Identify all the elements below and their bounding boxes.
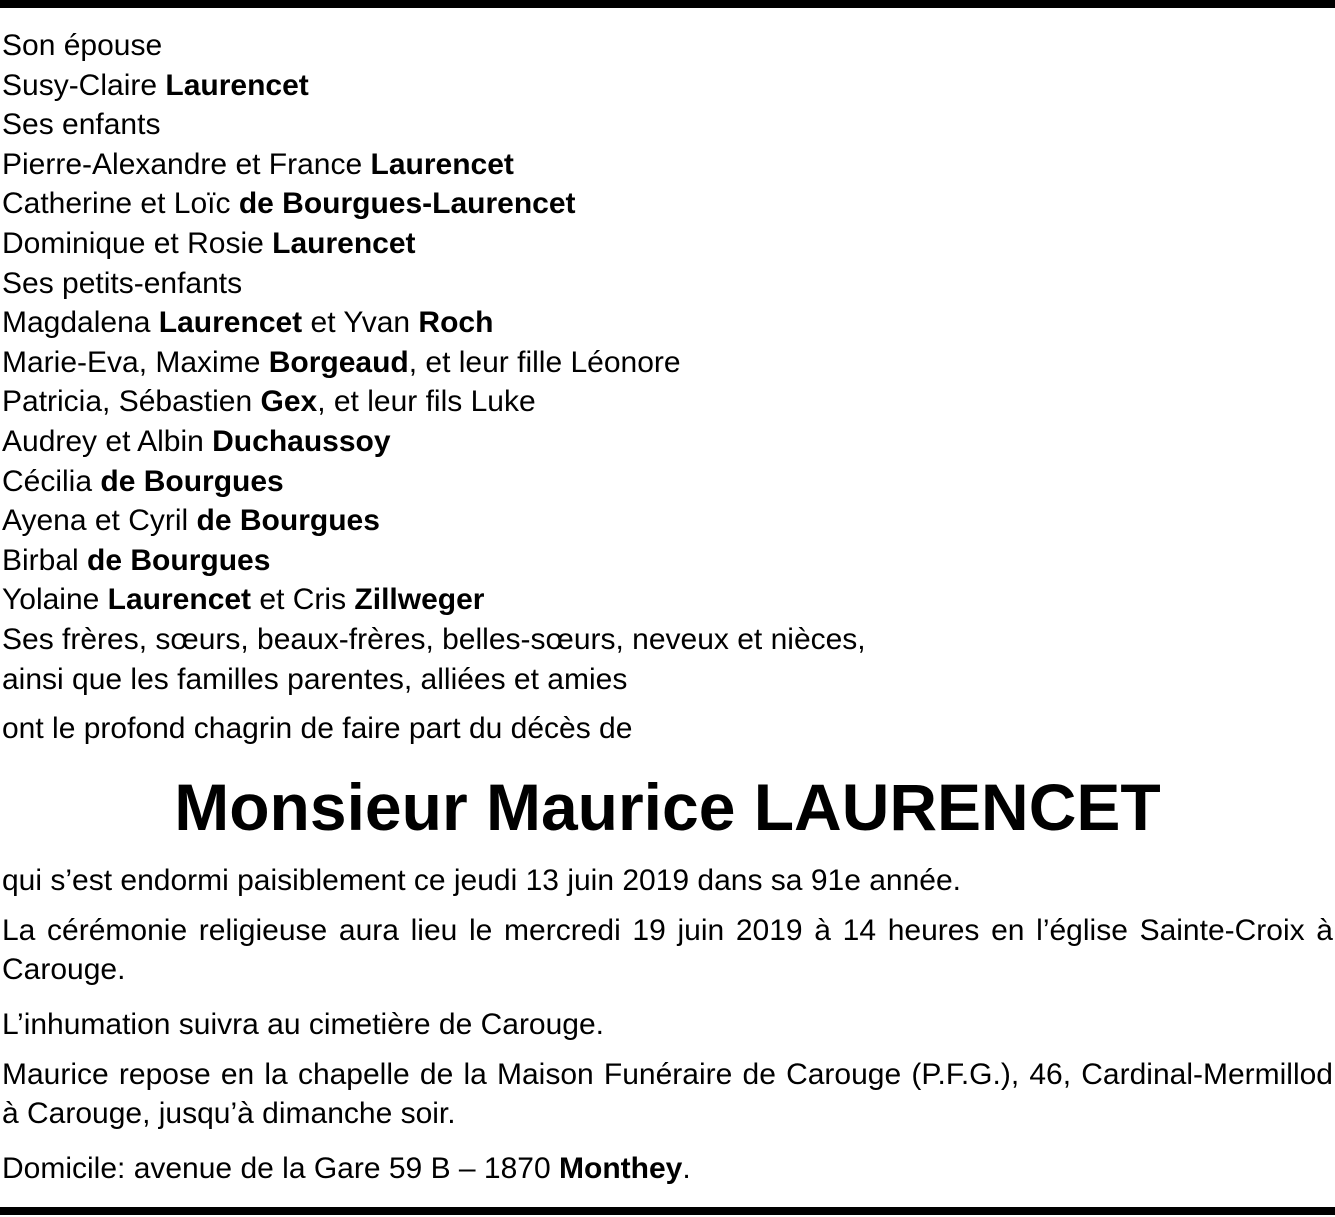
announcement-text: ont le profond chagrin de faire part du décès de (2, 712, 633, 745)
family-line: Dominique et Rosie Laurencet (2, 226, 416, 260)
family-line: Cécilia de Bourgues (2, 464, 284, 498)
family-line: ainsi que les familles parentes, alliées et amies (2, 662, 628, 696)
burial-notice: L’inhumation suivra au cimetière de Carouge. (2, 1008, 605, 1041)
top-rule (0, 0, 1335, 8)
domicile-address: Domicile: avenue de la Gare 59 B – 1870 (2, 1152, 560, 1185)
bottom-rule (0, 1207, 1335, 1215)
family-line: Birbal de Bourgues (2, 543, 271, 577)
deceased-name: Monsieur Maurice LAURENCET (174, 770, 1161, 844)
domicile-line (2, 1149, 1333, 1188)
family-line: Patricia, Sébastien Gex, et leur fils Luke (2, 385, 536, 419)
domicile-suffix: . (682, 1152, 691, 1185)
repose-notice: Maurice repose en la chapelle de la Maison Funéraire de Carouge (P.F.G.), 46, Cardinal-Mermillod à Carouge, jusqu’à dimanche soir. (2, 1058, 1333, 1130)
family-line: Ses frères, sœurs, beaux-frères, belles-sœurs, neveux et nièces, (2, 622, 866, 656)
family-line: Ayena et Cyril de Bourgues (2, 504, 380, 538)
death-notice: qui s’est endormi paisiblement ce jeudi 13 juin 2019 dans sa 91e année. (2, 864, 961, 897)
family-line: Audrey et Albin Duchaussoy (2, 424, 391, 458)
family-line: Yolaine Laurencet et Cris Zillweger (2, 583, 485, 617)
domicile-town: Monthey (559, 1152, 683, 1185)
ceremony-notice: La cérémonie religieuse aura lieu le mercredi 19 juin 2019 à 14 heures en l’église Sainte-Croix à Carouge. (2, 914, 1333, 986)
family-line: Marie-Eva, Maxime Borgeaud, et leur fille Léonore (2, 345, 681, 379)
family-list (2, 26, 866, 699)
family-line: Ses enfants (2, 108, 161, 142)
family-line: Pierre-Alexandre et France Laurencet (2, 147, 514, 181)
family-line: Magdalena Laurencet et Yvan Roch (2, 306, 494, 340)
family-line: Ses petits-enfants (2, 266, 243, 300)
family-line: Catherine et Loïc de Bourgues-Laurencet (2, 187, 576, 221)
family-line: Son épouse (2, 29, 163, 62)
family-line: Susy-Claire Laurencet (2, 68, 309, 102)
